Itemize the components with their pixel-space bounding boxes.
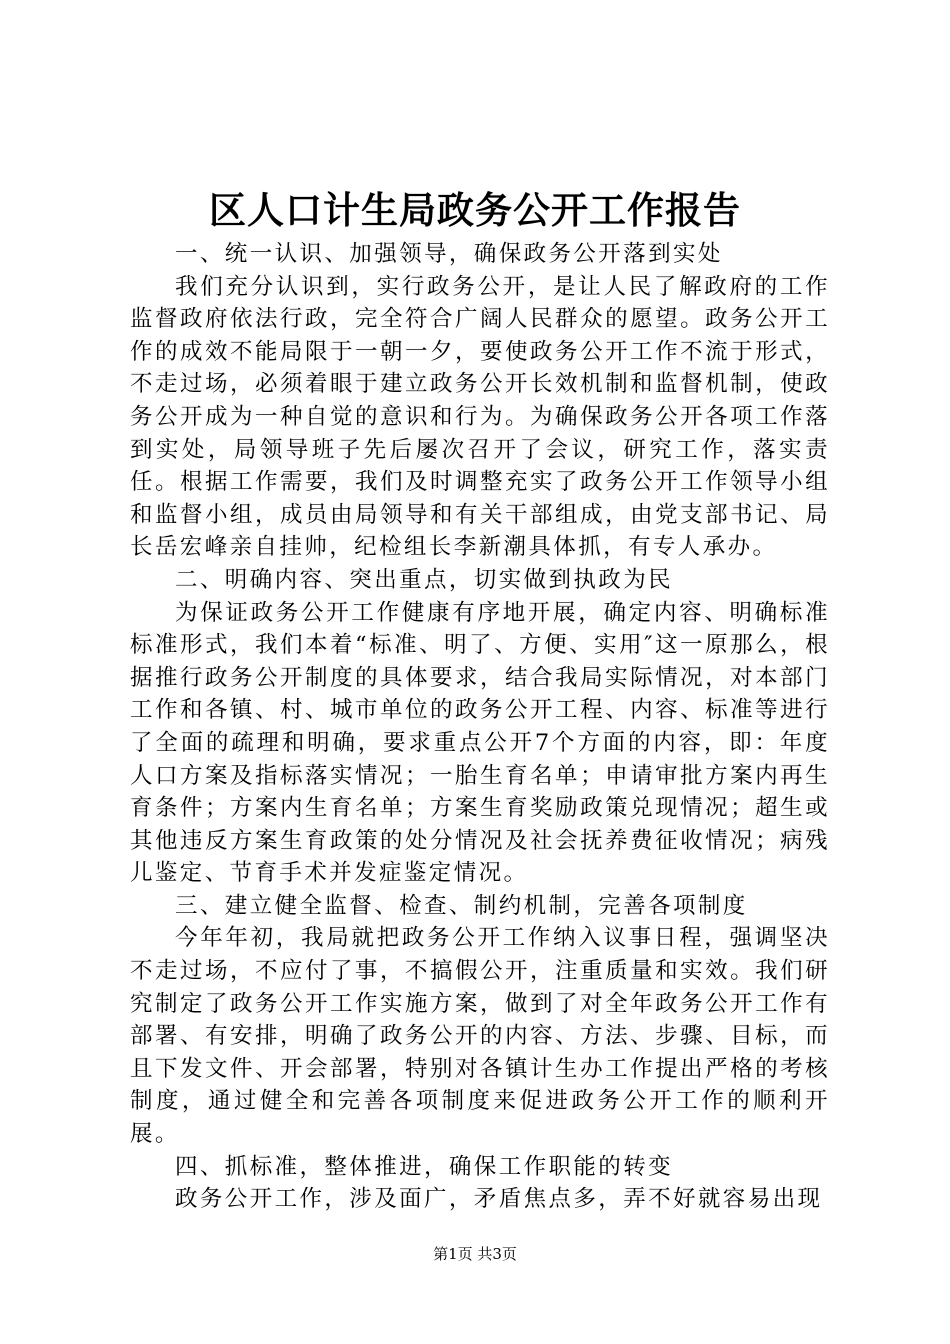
section-heading-3: 三、建立健全监督、检查、制约机制，完善各项制度 [175, 892, 748, 919]
section-heading-1: 一、统一认识、加强领导，确保政务公开落到实处 [175, 241, 723, 267]
document-title: 区人口计生局政务公开工作报告 [209, 188, 741, 232]
body-paragraph-4: 政务公开工作，涉及面广，矛盾焦点多，弄不好就容易出现 [175, 1186, 823, 1213]
body-paragraph-3: 今年年初，我局就把政务公开工作纳入议事日程，强调坚决不走过场，不应付了事，不搞假公开，注重质量和实效。我们研究制定了政务公开工作实施方案，做到了对全年政务公开工作有部署、有安排，明确了政务公开的内容、方法、步骤、目标，而且下发文件、开会部署，特别对各镇计生办工作提出严格的考核制度，通过健全和完善各项制度来促进政务公开工作的顺利开展。 [130, 925, 830, 1148]
page-footer: 第1页 共3页 [433, 1245, 517, 1263]
body-paragraph-1: 我们充分认识到，实行政务公开，是让人民了解政府的工作监督政府依法行政，完全符合广阔人民群众的愿望。政务公开工作的成效不能局限于一朝一夕，要使政务公开工作不流于形式，不走过场，必须着眼于建立政务公开长效机制和监督机制，使政务公开成为一种自觉的意识和行为。为确保政务公开各项工作落到实处，局领导班子先后屡次召开了会议，研究工作，落实责任。根据工作需要，我们及时调整充实了政务公开工作领导小组和监督小组，成员由局领导和有关干部组成，由党支部书记、局长岳宏峰亲自挂帅，纪检组长李新潮具体抓，有专人承办。 [130, 273, 830, 561]
document-body [130, 238, 830, 1216]
body-paragraph-2: 为保证政务公开工作健康有序地开展，确定内容、明确标准标准形式，我们本着“标准、明了、方便、实用″这一原那么，根据推行政务公开制度的具体要求，结合我局实际情况，对本部门工作和各镇、村、城市单位的政务公开工程、内容、标准等进行了全面的疏理和明确，要求重点公开7个方面的内容，即：年度人口方案及指标落实情况；一胎生育名单；申请审批方案内再生育条件；方案内生育名单；方案生育奖励政策兑现情况；超生或其他违反方案生育政策的处分情况及社会抚养费征收情况；病残儿鉴定、节育手术并发症鉴定情况。 [130, 599, 830, 887]
section-heading-4: 四、抓标准，整体推进，确保工作职能的转变 [175, 1153, 674, 1180]
section-heading-2: 二、明确内容、突出重点，切实做到执政为民 [175, 566, 674, 593]
